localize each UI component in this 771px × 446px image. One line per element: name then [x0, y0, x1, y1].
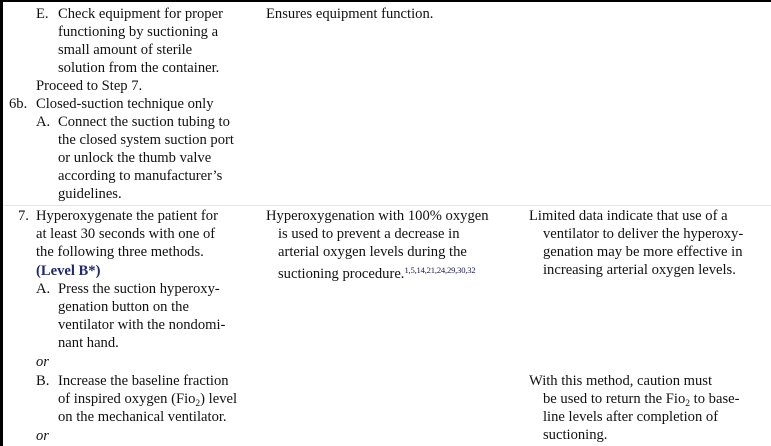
step-e-line: Check equipment for proper: [58, 6, 223, 22]
rationale-text: suctioning procedure.: [278, 266, 405, 282]
consideration-line: suctioning.: [543, 427, 608, 443]
step-6b-a-line: guidelines.: [58, 186, 122, 202]
rationale-line: arterial oxygen levels during the: [278, 244, 467, 260]
step-6b-a-line: Connect the suction tubing to: [58, 114, 230, 130]
left-border: [0, 0, 3, 446]
rationale-line: is used to prevent a decrease in: [278, 226, 460, 242]
consideration-text: to base-: [690, 391, 740, 407]
consideration-line: increasing arterial oxygen levels.: [543, 262, 736, 278]
step-e-line: solution from the container.: [58, 60, 220, 76]
step-e-line: functioning by suctioning a: [58, 24, 219, 40]
step-7-number: 7.: [18, 208, 29, 224]
step-6b-a-line: or unlock the thumb valve: [58, 150, 212, 166]
consideration-text: be used to return the: [543, 391, 666, 407]
step-7-a-marker: A.: [36, 281, 51, 297]
step-6b-number: 6b.: [9, 96, 28, 112]
reference-citations[interactable]: 1,5,14,21,24,29,30,32: [404, 265, 476, 275]
evidence-level: (Level B*): [36, 263, 101, 279]
step-6b-a-marker: A.: [36, 114, 51, 130]
fio2-label: Fio: [665, 391, 686, 407]
step-7-a-line: Press the suction hyperoxy-: [58, 281, 220, 297]
step-7-b-line: on the mechanical ventilator.: [58, 409, 227, 425]
step-e-line: small amount of sterile: [58, 42, 193, 58]
consideration-line: With this method, caution must: [529, 373, 713, 389]
consideration-line: line levels after completion of: [543, 409, 719, 425]
consideration-line: genation may be more effective in: [543, 244, 743, 260]
step-7-a-line: nant hand.: [58, 335, 119, 351]
rationale-line: [278, 261, 475, 283]
row-separator: [3, 205, 771, 206]
proceed-note: Proceed to Step 7.: [36, 78, 143, 94]
step-7-b-line: Increase the baseline fraction: [58, 373, 229, 389]
step-7-a-line: ventilator with the nondomi-: [58, 317, 226, 333]
step-6b-a-line: according to manufacturer’s: [58, 168, 223, 184]
rationale-text: Ensures equipment function.: [266, 6, 434, 22]
step-e-marker: E.: [36, 6, 49, 22]
top-border: [0, 0, 771, 2]
step-7-a-line: genation button on the: [58, 299, 189, 315]
step-6b-title: Closed-suction technique only: [36, 96, 214, 112]
step-7-b-marker: B.: [36, 373, 50, 389]
rationale-line: Hyperoxygenation with 100% oxygen: [266, 208, 489, 224]
step-6b-a-line: the closed system suction port: [58, 132, 234, 148]
step-7-line: the following three methods.: [36, 244, 204, 260]
step-7-line: Hyperoxygenate the patient for: [36, 208, 218, 224]
or-connector: or: [36, 354, 49, 370]
step-7-line: at least 30 seconds with one of: [36, 226, 216, 242]
or-connector: or: [36, 428, 49, 444]
consideration-line: Limited data indicate that use of a: [529, 208, 728, 224]
fio2-subscript: 2: [195, 399, 201, 409]
step-7-b-text: ) level: [200, 391, 238, 407]
fio2-subscript: 2: [685, 399, 691, 409]
consideration-line: ventilator to deliver the hyperoxy-: [543, 226, 744, 242]
step-7-b-text: of inspired oxygen (: [58, 391, 176, 407]
fio2-label: Fio: [175, 391, 196, 407]
